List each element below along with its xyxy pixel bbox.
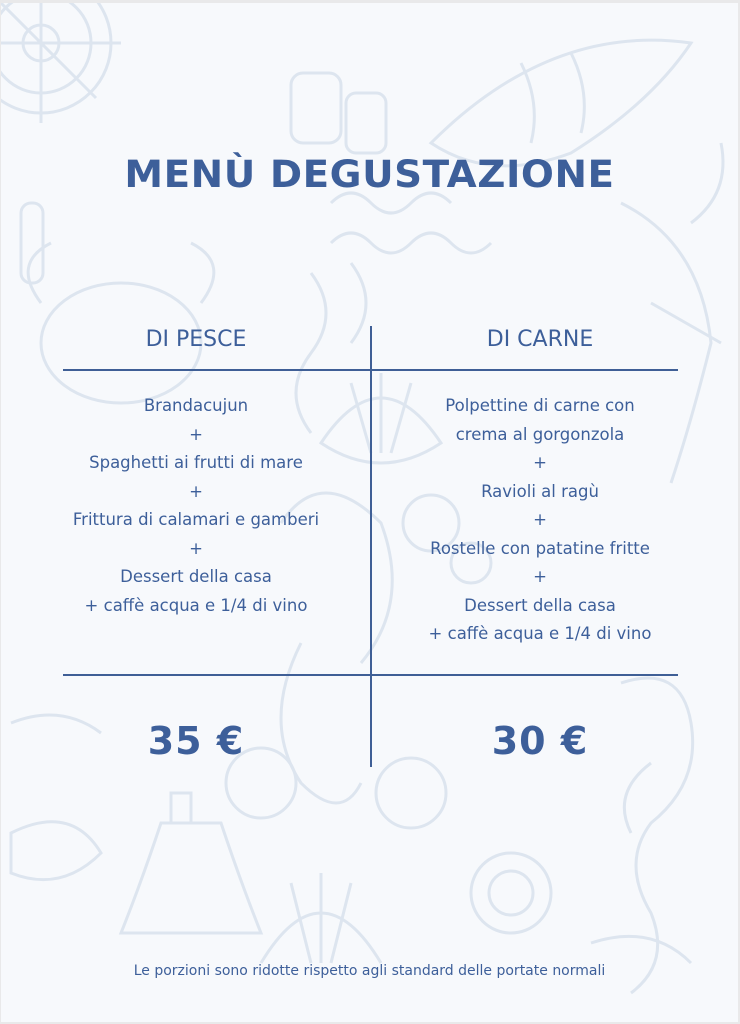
fish-price: 35 €	[147, 719, 245, 763]
menu-line: Polpettine di carne con	[445, 396, 635, 415]
scallop-illustration	[261, 873, 381, 963]
menu-page	[1, 3, 738, 1022]
menu-line: +	[189, 481, 203, 501]
menu-line: +	[189, 538, 203, 558]
meat-column-heading: DI CARNE	[486, 327, 594, 352]
portion-note: Le porzioni sono ridotte rispetto agli standard delle portate normali	[133, 963, 606, 979]
menu-line: Dessert della casa	[464, 595, 616, 615]
menu-line: Ravioli al ragù	[481, 481, 599, 501]
fish-menu-list	[63, 392, 329, 620]
menu-line: Dessert della casa	[120, 567, 272, 586]
crab-illustration	[28, 243, 214, 403]
menu-line: +	[189, 424, 203, 444]
menu-line: Rostelle con patatine fritte	[430, 538, 650, 558]
menu-line: +	[533, 567, 547, 586]
menu-line: crema al gorgonzola	[455, 424, 625, 444]
menu-line: +	[533, 510, 547, 529]
menu-line: Frittura di calamari e gamberi	[72, 510, 320, 529]
binoculars-illustration	[291, 73, 386, 153]
column-divider	[370, 326, 372, 767]
menu-line: +	[533, 453, 547, 472]
page-title: MENÙ DEGUSTAZIONE	[124, 153, 615, 196]
menu-line: + caffè acqua e 1/4 di vino	[428, 624, 652, 643]
fish-illustration	[431, 40, 691, 166]
menu-line: Brandacujun	[143, 396, 249, 415]
meat-price: 30 €	[491, 719, 589, 763]
menu-line: + caffè acqua e 1/4 di vino	[84, 595, 308, 615]
header-divider	[63, 369, 678, 371]
meat-menu-list	[407, 392, 673, 649]
price-divider	[63, 674, 678, 676]
fish-column-heading: DI PESCE	[145, 327, 247, 352]
ship-wheel-illustration	[1, 3, 121, 283]
menu-line: Spaghetti ai frutti di mare	[89, 453, 303, 472]
bell-illustration	[121, 793, 261, 933]
